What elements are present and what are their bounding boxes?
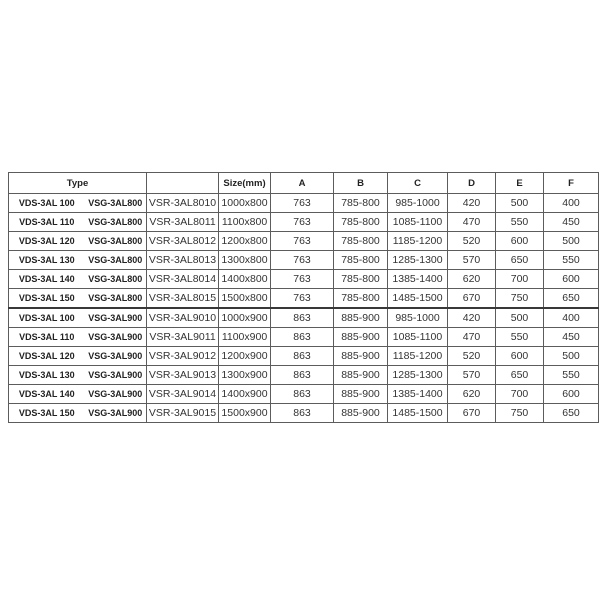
table-row [9, 385, 599, 404]
header-type: Type [9, 173, 147, 194]
cell-model: VSR-3AL8015 [147, 289, 219, 309]
cell-f: 500 [544, 232, 599, 251]
cell-model: VSR-3AL9015 [147, 404, 219, 423]
cell-type-vds: VDS-3AL 100 [9, 194, 85, 213]
cell-b: 785-800 [334, 270, 388, 289]
cell-d: 520 [448, 232, 496, 251]
cell-type-vsg: VSG-3AL900 [85, 404, 147, 423]
cell-type-vds: VDS-3AL 150 [9, 289, 85, 309]
cell-e: 600 [496, 232, 544, 251]
cell-size: 1400x800 [219, 270, 271, 289]
cell-b: 885-900 [334, 385, 388, 404]
cell-f: 450 [544, 328, 599, 347]
cell-type-vds: VDS-3AL 150 [9, 404, 85, 423]
cell-c: 1385-1400 [388, 385, 448, 404]
table-row [9, 232, 599, 251]
cell-type-vsg: VSG-3AL900 [85, 308, 147, 328]
cell-f: 450 [544, 213, 599, 232]
cell-e: 750 [496, 404, 544, 423]
cell-d: 620 [448, 270, 496, 289]
cell-e: 750 [496, 289, 544, 309]
cell-a: 763 [271, 232, 334, 251]
cell-type-vsg: VSG-3AL800 [85, 270, 147, 289]
cell-type-vds: VDS-3AL 110 [9, 328, 85, 347]
cell-b: 785-800 [334, 232, 388, 251]
cell-c: 1485-1500 [388, 289, 448, 309]
cell-e: 500 [496, 308, 544, 328]
table-row [9, 194, 599, 213]
table-row [9, 308, 599, 328]
cell-f: 500 [544, 347, 599, 366]
cell-f: 400 [544, 194, 599, 213]
cell-b: 785-800 [334, 289, 388, 309]
cell-size: 1100x800 [219, 213, 271, 232]
header-col-c: C [388, 173, 448, 194]
cell-f: 650 [544, 289, 599, 309]
cell-a: 763 [271, 194, 334, 213]
cell-e: 500 [496, 194, 544, 213]
cell-size: 1000x800 [219, 194, 271, 213]
cell-c: 1085-1100 [388, 328, 448, 347]
cell-c: 1085-1100 [388, 213, 448, 232]
cell-c: 1185-1200 [388, 347, 448, 366]
cell-type-vsg: VSG-3AL800 [85, 213, 147, 232]
cell-d: 470 [448, 328, 496, 347]
cell-e: 550 [496, 213, 544, 232]
cell-f: 600 [544, 270, 599, 289]
header-size: Size(mm) [219, 173, 271, 194]
cell-model: VSR-3AL8011 [147, 213, 219, 232]
cell-type-vsg: VSG-3AL800 [85, 289, 147, 309]
cell-type-vsg: VSG-3AL800 [85, 251, 147, 270]
cell-d: 670 [448, 404, 496, 423]
cell-b: 885-900 [334, 328, 388, 347]
table-row [9, 270, 599, 289]
cell-size: 1500x800 [219, 289, 271, 309]
cell-type-vds: VDS-3AL 140 [9, 385, 85, 404]
header-col-e: E [496, 173, 544, 194]
cell-type-vsg: VSG-3AL900 [85, 347, 147, 366]
cell-e: 550 [496, 328, 544, 347]
cell-model: VSR-3AL9014 [147, 385, 219, 404]
table-row [9, 213, 599, 232]
table-row [9, 404, 599, 423]
header-col-b: B [334, 173, 388, 194]
cell-e: 600 [496, 347, 544, 366]
table-row [9, 347, 599, 366]
cell-a: 863 [271, 347, 334, 366]
table-row [9, 328, 599, 347]
cell-size: 1000x900 [219, 308, 271, 328]
cell-d: 420 [448, 194, 496, 213]
cell-b: 885-900 [334, 347, 388, 366]
cell-model: VSR-3AL8013 [147, 251, 219, 270]
cell-f: 600 [544, 385, 599, 404]
cell-size: 1200x800 [219, 232, 271, 251]
cell-model: VSR-3AL8010 [147, 194, 219, 213]
cell-type-vsg: VSG-3AL900 [85, 366, 147, 385]
spec-table [8, 172, 599, 423]
header-col-f: F [544, 173, 599, 194]
cell-d: 420 [448, 308, 496, 328]
table-row [9, 366, 599, 385]
cell-b: 885-900 [334, 366, 388, 385]
header-col-d: D [448, 173, 496, 194]
cell-model: VSR-3AL9013 [147, 366, 219, 385]
cell-d: 570 [448, 366, 496, 385]
cell-e: 650 [496, 366, 544, 385]
cell-type-vsg: VSG-3AL900 [85, 385, 147, 404]
cell-d: 670 [448, 289, 496, 309]
cell-a: 863 [271, 308, 334, 328]
cell-type-vsg: VSG-3AL900 [85, 328, 147, 347]
cell-model: VSR-3AL9010 [147, 308, 219, 328]
cell-type-vds: VDS-3AL 140 [9, 270, 85, 289]
cell-c: 1385-1400 [388, 270, 448, 289]
cell-b: 785-800 [334, 251, 388, 270]
cell-c: 985-1000 [388, 308, 448, 328]
cell-model: VSR-3AL8014 [147, 270, 219, 289]
table-body [9, 194, 599, 423]
cell-type-vds: VDS-3AL 100 [9, 308, 85, 328]
cell-b: 785-800 [334, 194, 388, 213]
cell-f: 650 [544, 404, 599, 423]
cell-size: 1400x900 [219, 385, 271, 404]
header-col-a: A [271, 173, 334, 194]
cell-d: 520 [448, 347, 496, 366]
cell-e: 650 [496, 251, 544, 270]
cell-type-vds: VDS-3AL 110 [9, 213, 85, 232]
cell-size: 1300x800 [219, 251, 271, 270]
header-row [9, 173, 599, 194]
cell-type-vsg: VSG-3AL800 [85, 194, 147, 213]
cell-model: VSR-3AL8012 [147, 232, 219, 251]
cell-size: 1200x900 [219, 347, 271, 366]
cell-size: 1500x900 [219, 404, 271, 423]
cell-f: 550 [544, 366, 599, 385]
cell-b: 785-800 [334, 213, 388, 232]
cell-a: 763 [271, 270, 334, 289]
cell-a: 863 [271, 385, 334, 404]
cell-type-vsg: VSG-3AL800 [85, 232, 147, 251]
cell-b: 885-900 [334, 308, 388, 328]
cell-a: 863 [271, 328, 334, 347]
cell-a: 763 [271, 213, 334, 232]
cell-a: 763 [271, 251, 334, 270]
cell-model: VSR-3AL9012 [147, 347, 219, 366]
cell-a: 763 [271, 289, 334, 309]
cell-a: 863 [271, 366, 334, 385]
cell-c: 985-1000 [388, 194, 448, 213]
cell-size: 1100x900 [219, 328, 271, 347]
cell-c: 1185-1200 [388, 232, 448, 251]
cell-type-vds: VDS-3AL 130 [9, 366, 85, 385]
cell-c: 1485-1500 [388, 404, 448, 423]
cell-type-vds: VDS-3AL 120 [9, 232, 85, 251]
cell-c: 1285-1300 [388, 251, 448, 270]
cell-e: 700 [496, 385, 544, 404]
header-model [147, 173, 219, 194]
cell-c: 1285-1300 [388, 366, 448, 385]
cell-d: 470 [448, 213, 496, 232]
cell-f: 550 [544, 251, 599, 270]
cell-d: 620 [448, 385, 496, 404]
cell-b: 885-900 [334, 404, 388, 423]
cell-f: 400 [544, 308, 599, 328]
cell-type-vds: VDS-3AL 130 [9, 251, 85, 270]
cell-type-vds: VDS-3AL 120 [9, 347, 85, 366]
cell-size: 1300x900 [219, 366, 271, 385]
table-row [9, 289, 599, 309]
cell-d: 570 [448, 251, 496, 270]
table-row [9, 251, 599, 270]
cell-a: 863 [271, 404, 334, 423]
cell-model: VSR-3AL9011 [147, 328, 219, 347]
cell-e: 700 [496, 270, 544, 289]
